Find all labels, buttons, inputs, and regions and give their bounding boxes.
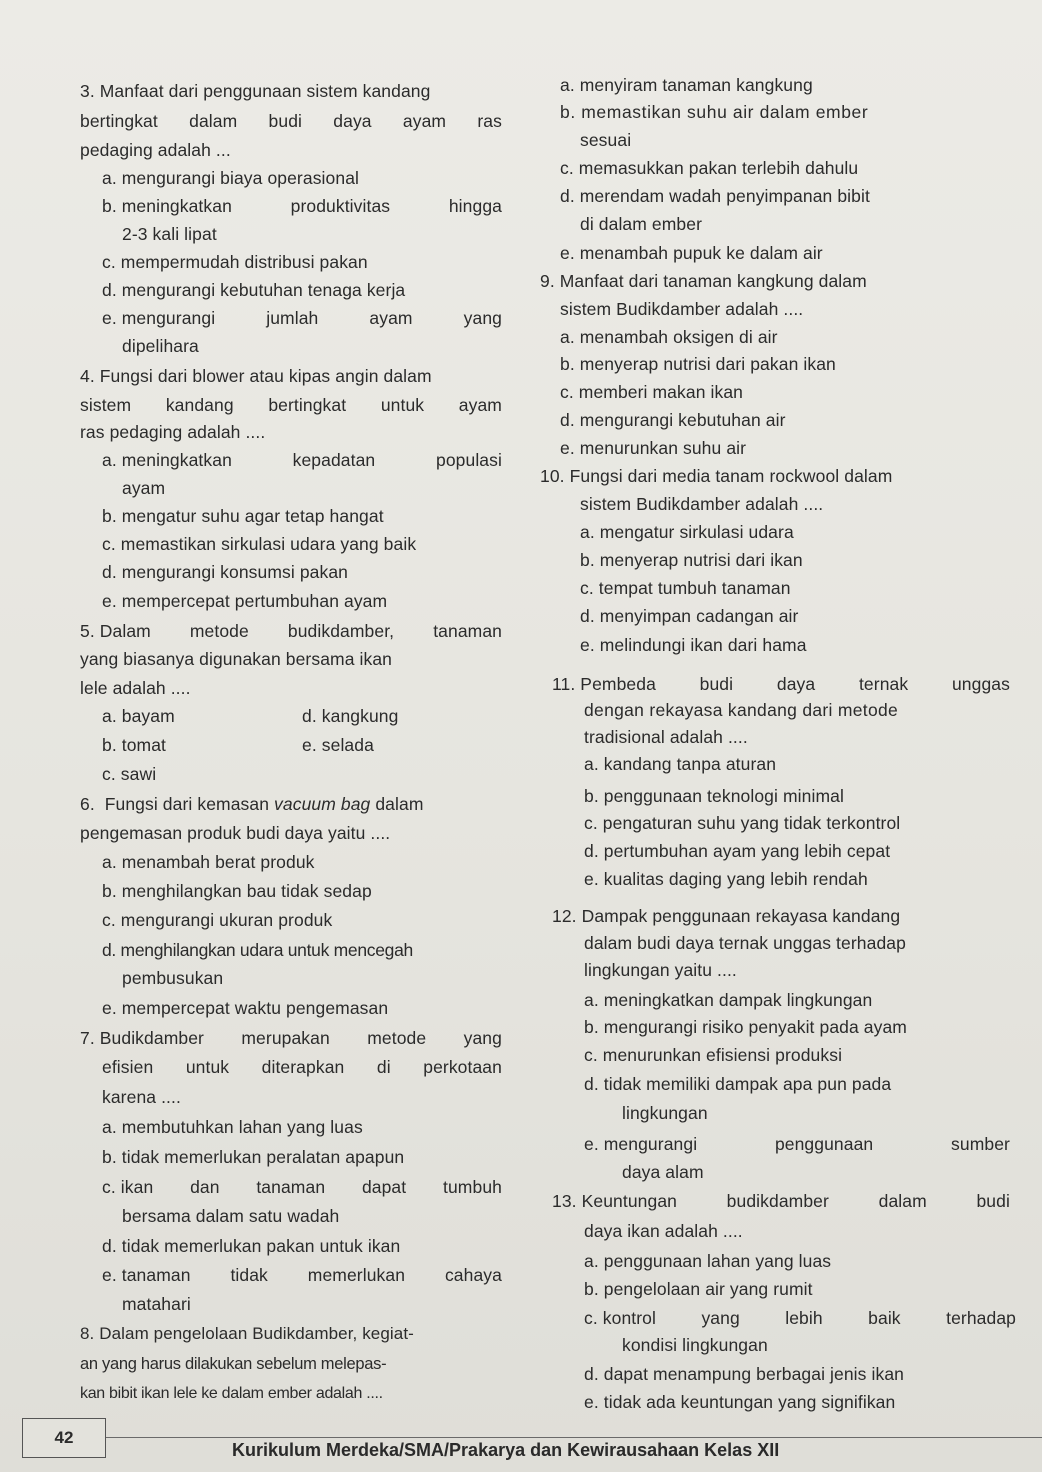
q7-option-b: b. tidak memerlukan peralatan apapun — [102, 1147, 405, 1167]
q8-option-d: d. merendam wadah penyimpanan bibit — [560, 186, 870, 206]
q3-option-c: c. mempermudah distribusi pakan — [102, 252, 368, 272]
q7-option-c: c. ikan dan tanaman dapat tumbuh — [102, 1177, 502, 1197]
q12-line1: 12. Dampak penggunaan rekayasa kandang — [552, 906, 901, 926]
q8-option-c: c. memasukkan pakan terlebih dahulu — [560, 158, 859, 178]
q11-option-a: a. kandang tanpa aturan — [584, 754, 777, 774]
q7-option-e-cont: matahari — [122, 1294, 191, 1314]
q13-option-a: a. penggunaan lahan yang luas — [584, 1251, 832, 1271]
q12-line2: dalam budi daya ternak unggas terhadap — [584, 933, 906, 953]
q3-option-e: e. mengurangi jumlah ayam yang — [102, 308, 502, 328]
q13-option-d: d. dapat menampung berbagai jenis ikan — [584, 1364, 904, 1384]
q5-line1: 5. Dalam metode budikdamber, tanaman — [80, 621, 502, 641]
q5-option-a: a. bayam — [102, 706, 175, 726]
footer-divider — [104, 1437, 1042, 1438]
q3-option-e-cont: dipelihara — [122, 336, 199, 356]
q8-option-d-cont: di dalam ember — [580, 214, 703, 234]
q4-option-c: c. memastikan sirkulasi udara yang baik — [102, 534, 417, 554]
q10-option-a: a. mengatur sirkulasi udara — [580, 522, 794, 542]
q6-line2: pengemasan produk budi daya yaitu .... — [80, 823, 391, 843]
q12-option-d: d. tidak memiliki dampak apa pun pada — [584, 1074, 892, 1094]
q3-option-a: a. mengurangi biaya operasional — [102, 168, 360, 188]
q3-option-d: d. mengurangi kebutuhan tenaga kerja — [102, 280, 406, 300]
q4-line3: ras pedaging adalah .... — [80, 422, 266, 442]
q13-option-c-cont: kondisi lingkungan — [622, 1335, 768, 1355]
q3-option-b: b. meningkatkan produktivitas hingga — [102, 196, 502, 216]
q10-option-c: c. tempat tumbuh tanaman — [580, 578, 791, 598]
q12-option-e: e. mengurangi penggunaan sumber — [584, 1134, 1010, 1154]
q7-line3: karena .... — [102, 1087, 181, 1107]
q9-option-d: d. mengurangi kebutuhan air — [560, 410, 786, 430]
q5-line2: yang biasanya digunakan bersama ikan — [80, 649, 393, 669]
q9-line2: sistem Budikdamber adalah .... — [560, 299, 804, 319]
q6-option-e: e. mempercepat waktu pengemasan — [102, 998, 389, 1018]
q8-option-a: a. menyiram tanaman kangkung — [560, 75, 813, 95]
q8-line3: kan bibit ikan lele ke dalam ember adalah .... — [80, 1385, 383, 1402]
q4-option-e: e. mempercepat pertumbuhan ayam — [102, 591, 388, 611]
q10-option-b: b. menyerap nutrisi dari ikan — [580, 550, 803, 570]
q7-option-a: a. membutuhkan lahan yang luas — [102, 1117, 363, 1137]
q6-option-c: c. mengurangi ukuran produk — [102, 910, 333, 930]
footer-caption: Kurikulum Merdeka/SMA/Prakarya dan Kewirausahaan Kelas XII — [232, 1440, 780, 1460]
q4-line1: 4. Fungsi dari blower atau kipas angin dalam — [80, 366, 432, 386]
q13-line2: daya ikan adalah .... — [584, 1221, 743, 1241]
q8-line2: an yang harus dilakukan sebelum melepas- — [80, 1355, 387, 1373]
q9-option-e: e. menurunkan suhu air — [560, 438, 747, 458]
q6-option-d: d. menghilangkan udara untuk mencegah — [102, 940, 413, 960]
q6-option-a: a. menambah berat produk — [102, 852, 315, 872]
q12-option-b: b. mengurangi risiko penyakit pada ayam — [584, 1017, 907, 1037]
q12-option-a: a. meningkatkan dampak lingkungan — [584, 990, 873, 1010]
q13-option-e: e. tidak ada keuntungan yang signifikan — [584, 1392, 896, 1412]
q4-option-d: d. mengurangi konsumsi pakan — [102, 562, 348, 582]
q9-line1: 9. Manfaat dari tanaman kangkung dalam — [540, 271, 867, 291]
page-number: 42 — [22, 1418, 106, 1458]
q9-option-c: c. memberi makan ikan — [560, 382, 743, 402]
q7-line1: 7. Budikdamber merupakan metode yang — [80, 1028, 502, 1048]
q5-option-e: e. selada — [302, 735, 374, 755]
q11-line3: tradisional adalah .... — [584, 727, 748, 747]
q7-option-c-cont: bersama dalam satu wadah — [122, 1206, 340, 1226]
q13-option-c: c. kontrol yang lebih baik terhadap — [584, 1308, 1016, 1328]
q4-option-a-cont: ayam — [122, 478, 166, 498]
q6-line1: 6. Fungsi dari kemasan vacuum bag dalam — [80, 794, 424, 814]
q5-option-d: d. kangkung — [302, 706, 399, 726]
q11-option-c: c. pengaturan suhu yang tidak terkontrol — [584, 813, 901, 833]
q4-option-b: b. mengatur suhu agar tetap hangat — [102, 506, 384, 526]
q10-option-e: e. melindungi ikan dari hama — [580, 635, 807, 655]
q11-option-d: d. pertumbuhan ayam yang lebih cepat — [584, 841, 891, 861]
q5-line3: lele adalah .... — [80, 678, 191, 698]
q11-line2: dengan rekayasa kandang dari metode — [584, 700, 899, 720]
q3-option-b-cont: 2-3 kali lipat — [122, 224, 217, 244]
q4-line2: sistem kandang bertingkat untuk ayam — [80, 395, 502, 415]
q3-line2: bertingkat dalam budi daya ayam ras — [80, 111, 502, 131]
q7-line2: efisien untuk diterapkan di perkotaan — [102, 1057, 502, 1077]
q11-line1: 11. Pembeda budi daya ternak unggas — [552, 674, 1010, 694]
q8-option-e: e. menambah pupuk ke dalam air — [560, 243, 823, 263]
q13-option-b: b. pengelolaan air yang rumit — [584, 1279, 813, 1299]
q3-line1: 3. Manfaat dari penggunaan sistem kandang — [80, 81, 431, 101]
q11-option-e: e. kualitas daging yang lebih rendah — [584, 869, 868, 889]
q12-line3: lingkungan yaitu .... — [584, 960, 737, 980]
q6-option-d-cont: pembusukan — [122, 968, 224, 988]
q8-option-b-cont: sesuai — [580, 130, 632, 150]
q12-option-d-cont: lingkungan — [622, 1103, 708, 1123]
q5-option-b: b. tomat — [102, 735, 167, 755]
q9-option-b: b. menyerap nutrisi dari pakan ikan — [560, 354, 836, 374]
q6-option-b: b. menghilangkan bau tidak sedap — [102, 881, 372, 901]
q10-line1: 10. Fungsi dari media tanam rockwool dalam — [540, 466, 893, 486]
q10-line2: sistem Budikdamber adalah .... — [580, 494, 824, 514]
q8-line1: 8. Dalam pengelolaan Budikdamber, kegiat- — [80, 1324, 414, 1343]
q7-option-d: d. tidak memerlukan pakan untuk ikan — [102, 1236, 401, 1256]
q12-option-e-cont: daya alam — [622, 1162, 704, 1182]
q12-option-c: c. menurunkan efisiensi produksi — [584, 1045, 843, 1065]
q4-option-a: a. meningkatkan kepadatan populasi — [102, 450, 502, 470]
q8-option-b: b. memastikan suhu air dalam ember — [560, 102, 869, 122]
q7-option-e: e. tanaman tidak memerlukan cahaya — [102, 1265, 502, 1285]
q5-option-c: c. sawi — [102, 764, 157, 784]
q3-line3: pedaging adalah ... — [80, 140, 231, 160]
q9-option-a: a. menambah oksigen di air — [560, 327, 778, 347]
q13-line1: 13. Keuntungan budikdamber dalam budi — [552, 1191, 1010, 1211]
q10-option-d: d. menyimpan cadangan air — [580, 606, 799, 626]
q11-option-b: b. penggunaan teknologi minimal — [584, 786, 844, 806]
